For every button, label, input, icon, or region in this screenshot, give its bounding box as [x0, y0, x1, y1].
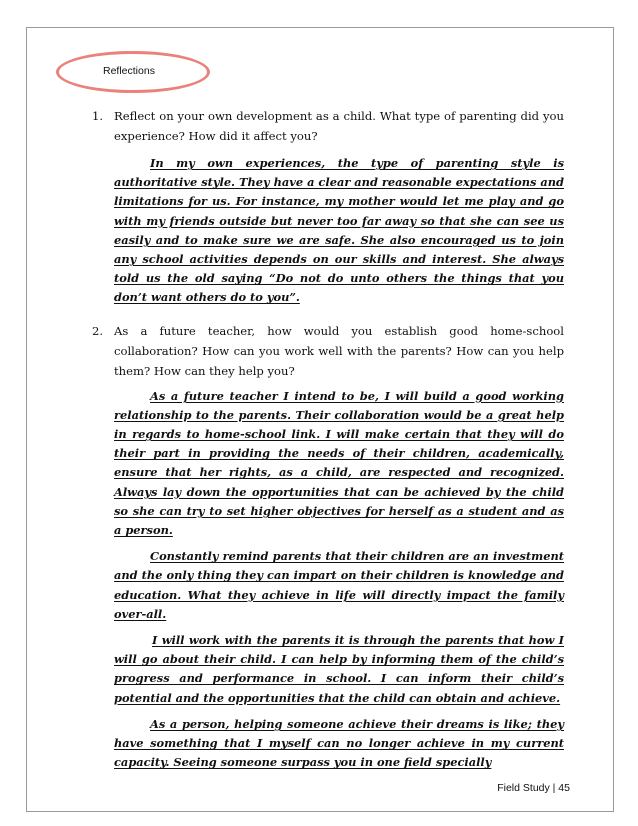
page-footer: Field Study | 45	[497, 782, 570, 794]
section-tab	[56, 51, 210, 93]
document-body	[92, 106, 564, 779]
question-number: 2.	[92, 323, 104, 338]
question-number: 1.	[92, 109, 104, 123]
question-text: As a future teacher, how would you establish good home-school collaboration? How can you work well with the parents? How can you help them? How can they help you?	[114, 323, 564, 378]
question-1	[92, 106, 564, 146]
answer-2-paragraph-1: As a future teacher I intend to be, I will build a good working relationship to the parents. Their collaboration would be a great help in regards to home-school link. I will make certain that they will do their part in providing the needs of their children, academically, ensure that her rights, as a child, are respected and recognized. Always lay down the opportunities that can be achieved by the child so she can try to set higher objectives for herself as a student and as a person.	[114, 388, 564, 538]
answer-1: In my own experiences, the type of parenting style is authoritative style. They have a clear and reasonable expectations and limitations for us. For instance, my mother would let me play and go with my friends outside but never too far away so that she can see us easily and to make sure we are safe. She also encouraged us to join any school activities depends on our skills and interest. She always told us the old saying “Do not do unto others the things that you don’t want others do to you”.	[114, 156, 564, 305]
question-2	[92, 321, 564, 381]
answer-2-paragraph-4: As a person, helping someone achieve their dreams is like; they have something that I myself can no longer achieve in my current capacity. Seeing someone surpass you in one field specially	[114, 716, 564, 770]
question-text: Reflect on your own development as a child. What type of parenting did you experience? How did it affect you?	[114, 109, 564, 143]
section-tab-label: Reflections	[103, 65, 155, 77]
answer-2-paragraph-2: Constantly remind parents that their children are an investment and the only thing they can impart on their children is knowledge and education. What they achieve in life will directly impact the family over-all.	[114, 549, 564, 621]
answer-2-paragraph-3: I will work with the parents it is through the parents that how I will go about their child. I can help by informing them of the child’s progress and performance in school. I can inform their child’s potential and the opportunities that the child can obtain and achieve.	[114, 633, 564, 705]
